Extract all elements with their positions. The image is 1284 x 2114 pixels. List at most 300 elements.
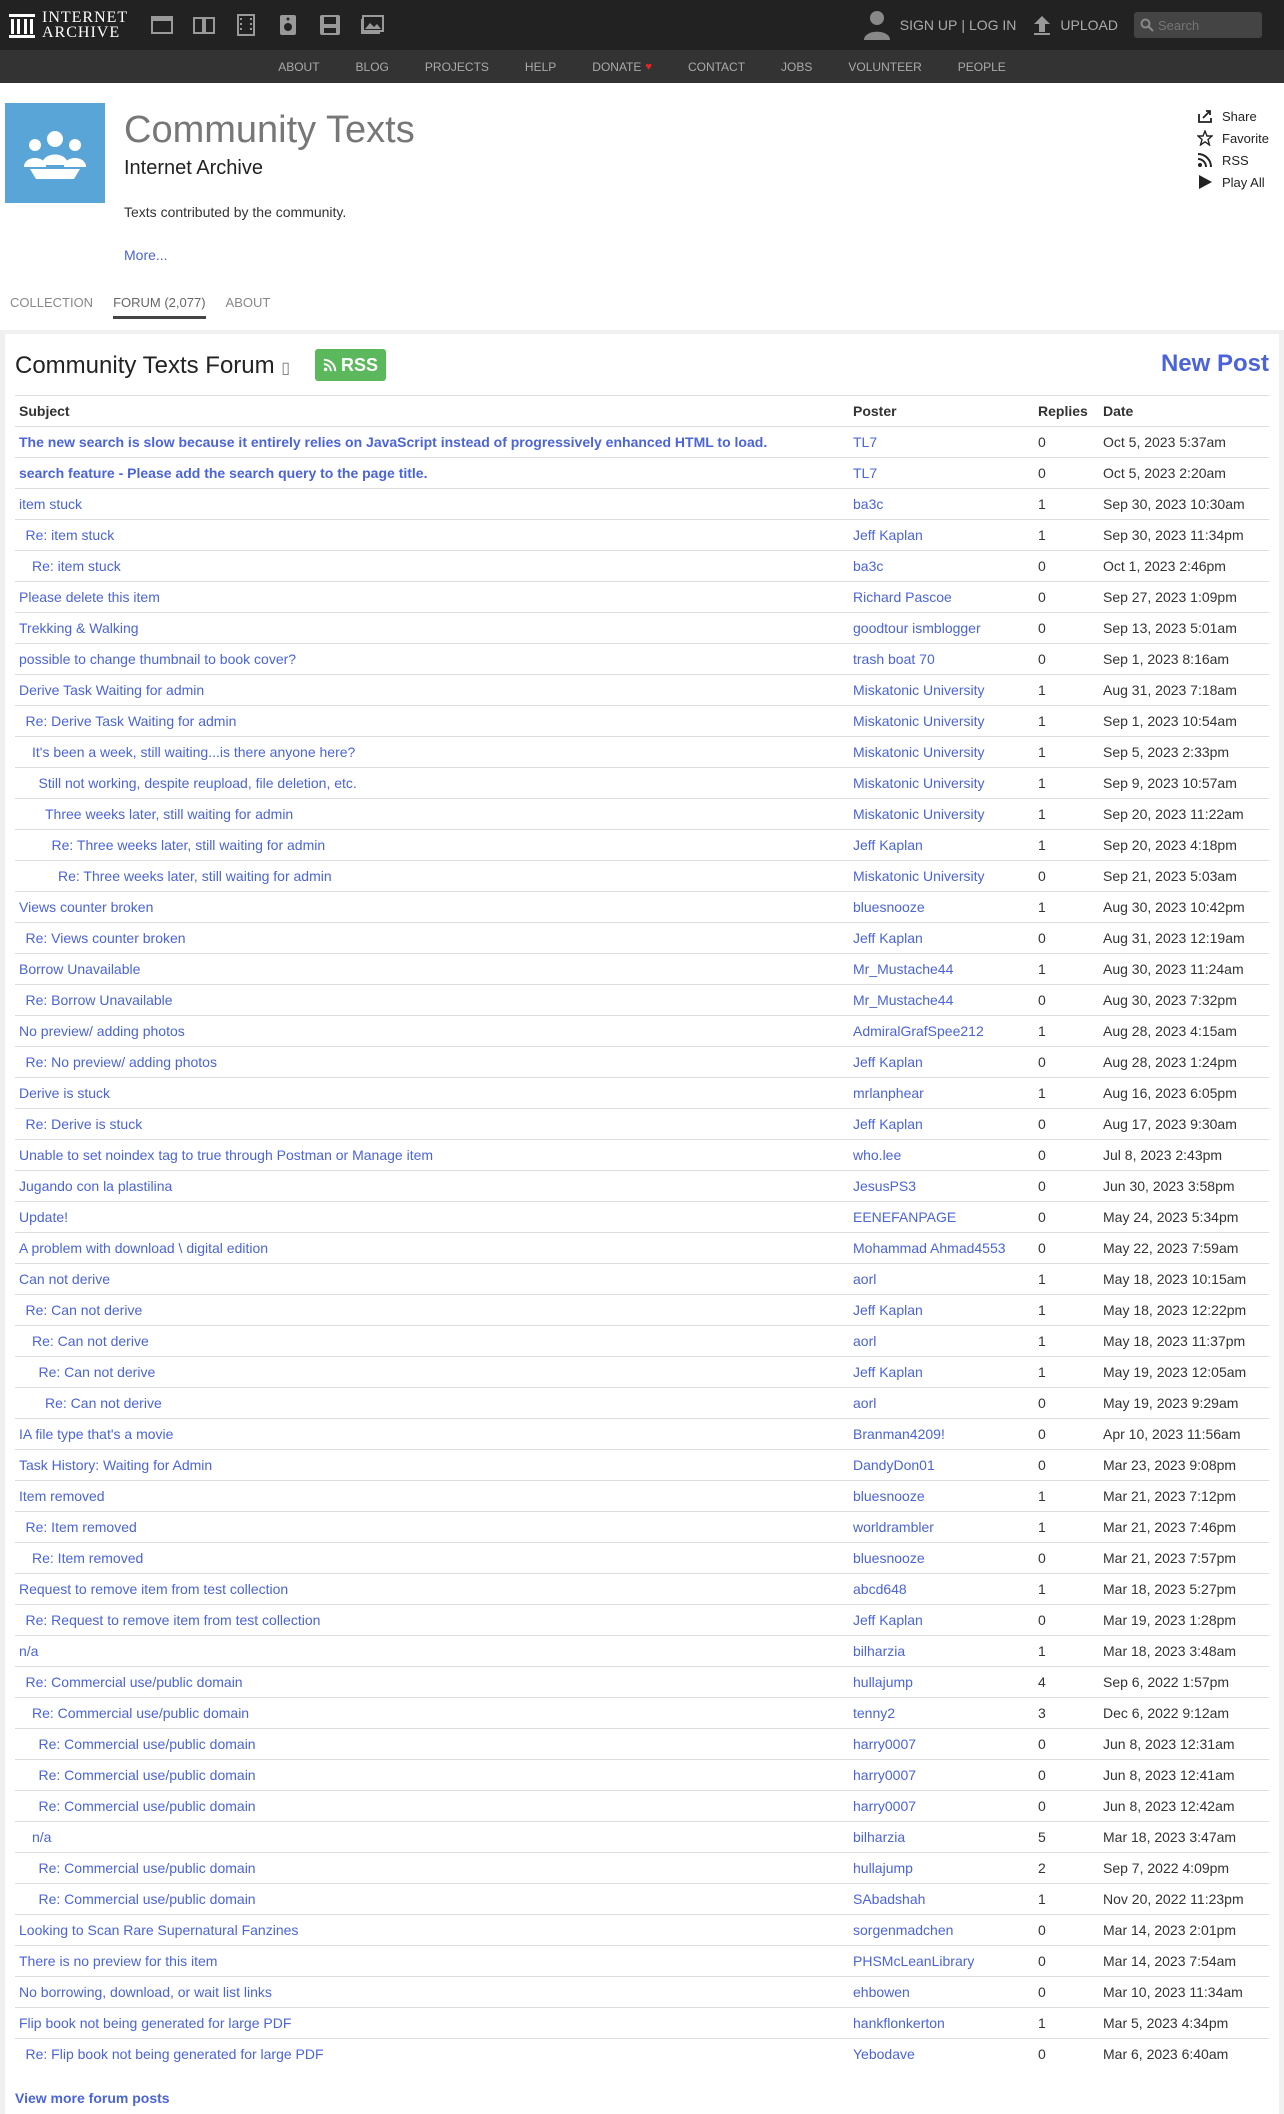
post-subject-link[interactable]: Re: item stuck	[25, 527, 115, 543]
post-poster-cell	[849, 1233, 1034, 1264]
forum-title	[15, 352, 290, 380]
forum-title-glyph: ▯	[281, 360, 291, 377]
post-replies-cell: 3	[1034, 1698, 1099, 1729]
post-poster-link[interactable]: bilharzia	[853, 1643, 906, 1659]
post-date-cell: Aug 17, 2023 9:30am	[1099, 1109, 1269, 1140]
post-date-cell: Mar 21, 2023 7:46pm	[1099, 1512, 1269, 1543]
post-subject-link[interactable]: n/a	[19, 1643, 39, 1659]
post-replies-cell: 0	[1034, 613, 1099, 644]
video-icon[interactable]	[234, 13, 258, 37]
post-subject-link[interactable]: Trekking & Walking	[19, 620, 139, 636]
post-subject-link[interactable]: Still not working, despite reupload, file deletion, etc.	[38, 775, 357, 791]
post-subject-cell	[15, 706, 849, 737]
post-subject-cell	[15, 799, 849, 830]
post-poster-link[interactable]: aorl	[853, 1271, 877, 1287]
tab-forum[interactable]: FORUM (2,077)	[113, 295, 205, 319]
post-poster-link[interactable]: who.lee	[853, 1147, 902, 1163]
nav-blog[interactable]: BLOG	[355, 59, 389, 74]
post-date-cell: Mar 18, 2023 5:27pm	[1099, 1574, 1269, 1605]
log-in-link[interactable]: LOG IN	[968, 17, 1017, 33]
post-subject-cell	[15, 644, 849, 675]
column-header-replies[interactable]: Replies	[1034, 396, 1099, 427]
table-row	[15, 2039, 1269, 2070]
post-poster-link[interactable]: abcd648	[853, 1581, 907, 1597]
nav-volunteer[interactable]: VOLUNTEER	[848, 59, 922, 74]
table-row	[15, 923, 1269, 954]
post-poster-link[interactable]: bluesnooze	[853, 1550, 925, 1566]
table-row	[15, 1605, 1269, 1636]
post-replies-cell: 1	[1034, 706, 1099, 737]
post-date-cell: May 18, 2023 12:22pm	[1099, 1295, 1269, 1326]
nav-projects[interactable]: PROJECTS	[424, 59, 489, 74]
post-replies-cell: 1	[1034, 1295, 1099, 1326]
collection-actions	[1196, 105, 1269, 193]
post-subject-link[interactable]: A problem with download \ digital edition	[19, 1240, 269, 1256]
post-date-cell: Sep 1, 2023 8:16am	[1099, 644, 1269, 675]
post-poster-link[interactable]: Mohammad Ahmad4553	[853, 1240, 1006, 1256]
table-row	[15, 1512, 1269, 1543]
post-poster-cell	[849, 892, 1034, 923]
post-poster-link[interactable]: Richard Pascoe	[853, 589, 952, 605]
post-replies-cell: 0	[1034, 1419, 1099, 1450]
post-subject-link[interactable]: Re: Commercial use/public domain	[38, 1736, 256, 1752]
post-subject-cell	[15, 954, 849, 985]
post-date-cell: May 18, 2023 10:15am	[1099, 1264, 1269, 1295]
post-poster-cell	[849, 520, 1034, 551]
share-icon	[1196, 107, 1214, 125]
post-subject-link[interactable]: IA file type that's a movie	[19, 1426, 174, 1442]
post-poster-link[interactable]: aorl	[853, 1333, 877, 1349]
post-date-cell: Jun 8, 2023 12:41am	[1099, 1760, 1269, 1791]
post-poster-link[interactable]: Mr_Mustache44	[853, 992, 954, 1008]
post-poster-cell	[849, 1791, 1034, 1822]
post-date-cell: Mar 5, 2023 4:34pm	[1099, 2008, 1269, 2039]
post-date-cell: Mar 10, 2023 11:34am	[1099, 1977, 1269, 2008]
post-subject-link[interactable]: item stuck	[19, 496, 83, 512]
post-subject-cell	[15, 1264, 849, 1295]
table-row	[15, 768, 1269, 799]
post-date-cell: Mar 6, 2023 6:40am	[1099, 2039, 1269, 2070]
post-subject-link[interactable]: Re: Commercial use/public domain	[32, 1705, 250, 1721]
post-subject-link[interactable]: It's been a week, still waiting...is there anyone here?	[32, 744, 356, 760]
software-icon[interactable]	[318, 13, 342, 37]
post-subject-cell	[15, 2039, 849, 2070]
post-poster-cell	[849, 1698, 1034, 1729]
post-subject-link[interactable]: Re: Item removed	[32, 1550, 144, 1566]
post-date-cell: May 19, 2023 12:05am	[1099, 1357, 1269, 1388]
post-date-cell: Mar 14, 2023 7:54am	[1099, 1946, 1269, 1977]
post-subject-cell	[15, 1822, 849, 1853]
post-poster-cell	[849, 1884, 1034, 1915]
post-poster-link[interactable]: harry0007	[853, 1798, 917, 1814]
post-replies-cell: 1	[1034, 2008, 1099, 2039]
post-poster-link[interactable]: harry0007	[853, 1767, 917, 1783]
post-subject-cell	[15, 768, 849, 799]
more-link[interactable]: More...	[124, 247, 168, 263]
texts-icon[interactable]	[192, 13, 216, 37]
post-poster-cell	[849, 1140, 1034, 1171]
post-poster-cell	[849, 1016, 1034, 1047]
table-row	[15, 1357, 1269, 1388]
post-poster-link[interactable]: Miskatonic University	[853, 806, 985, 822]
post-poster-cell	[849, 1171, 1034, 1202]
post-poster-link[interactable]: sorgenmadchen	[853, 1922, 954, 1938]
rss-icon	[323, 358, 337, 372]
post-replies-cell: 0	[1034, 1140, 1099, 1171]
post-poster-cell	[849, 427, 1034, 458]
post-subject-link[interactable]: Task History: Waiting for Admin	[19, 1457, 213, 1473]
login-separator: |	[961, 17, 965, 33]
nav-help[interactable]: HELP	[524, 59, 557, 74]
post-subject-link[interactable]: Borrow Unavailable	[19, 961, 141, 977]
post-subject-link[interactable]: Jugando con la plastilina	[19, 1178, 173, 1194]
collection-icon	[5, 103, 105, 203]
top-bar	[0, 0, 1284, 50]
post-subject-link[interactable]: Re: Commercial use/public domain	[25, 1674, 243, 1690]
post-poster-link[interactable]: PHSMcLeanLibrary	[853, 1953, 975, 1969]
post-poster-cell	[849, 613, 1034, 644]
post-poster-link[interactable]: Jeff Kaplan	[853, 1116, 923, 1132]
post-subject-link[interactable]: n/a	[32, 1829, 52, 1845]
user-icon[interactable]	[862, 9, 892, 41]
post-replies-cell: 0	[1034, 1202, 1099, 1233]
post-replies-cell: 0	[1034, 1109, 1099, 1140]
post-poster-link[interactable]: Miskatonic University	[853, 744, 985, 760]
post-date-cell: Aug 28, 2023 1:24pm	[1099, 1047, 1269, 1078]
post-poster-link[interactable]: SAbadshah	[853, 1891, 926, 1907]
table-row	[15, 1760, 1269, 1791]
post-date-cell: Mar 21, 2023 7:57pm	[1099, 1543, 1269, 1574]
post-poster-link[interactable]: hullajump	[853, 1674, 913, 1690]
table-row	[15, 427, 1269, 458]
post-poster-link[interactable]: Jeff Kaplan	[853, 1364, 923, 1380]
post-subject-link[interactable]: No preview/ adding photos	[19, 1023, 185, 1039]
post-poster-link[interactable]: Miskatonic University	[853, 868, 985, 884]
post-subject-link[interactable]: No borrowing, download, or wait list links	[19, 1984, 272, 2000]
post-poster-link[interactable]: ba3c	[853, 558, 884, 574]
post-poster-link[interactable]: EENEFANPAGE	[853, 1209, 957, 1225]
search-box[interactable]	[1134, 12, 1262, 38]
table-row	[15, 1481, 1269, 1512]
post-subject-cell	[15, 489, 849, 520]
post-poster-cell	[849, 954, 1034, 985]
table-row	[15, 892, 1269, 923]
table-row	[15, 1233, 1269, 1264]
post-poster-cell	[849, 985, 1034, 1016]
rss-action[interactable]	[1196, 149, 1269, 171]
column-header-subject[interactable]: Subject	[15, 396, 849, 427]
post-poster-link[interactable]: mrlanphear	[853, 1085, 924, 1101]
nav-jobs[interactable]: JOBS	[781, 59, 813, 74]
post-poster-link[interactable]: trash boat 70	[853, 651, 935, 667]
post-poster-link[interactable]: Jeff Kaplan	[853, 527, 923, 543]
post-subject-cell	[15, 830, 849, 861]
post-subject-cell	[15, 1326, 849, 1357]
table-row	[15, 1729, 1269, 1760]
audio-icon[interactable]	[276, 13, 300, 37]
post-poster-cell	[849, 489, 1034, 520]
post-poster-link[interactable]: Jeff Kaplan	[853, 930, 923, 946]
post-date-cell: Mar 18, 2023 3:47am	[1099, 1822, 1269, 1853]
collection-subtitle: Internet Archive	[124, 157, 263, 179]
post-poster-link[interactable]: Jeff Kaplan	[853, 837, 923, 853]
internet-archive-logo[interactable]	[8, 10, 128, 40]
post-subject-cell	[15, 1791, 849, 1822]
post-poster-link[interactable]: Yebodave	[853, 2046, 915, 2063]
post-poster-cell	[849, 1357, 1034, 1388]
table-row	[15, 1326, 1269, 1357]
post-subject-link[interactable]: Re: Views counter broken	[25, 930, 186, 946]
view-more-posts-link[interactable]: View more forum posts	[15, 2090, 170, 2106]
post-poster-cell	[849, 1605, 1034, 1636]
table-row	[15, 1698, 1269, 1729]
post-date-cell: May 18, 2023 11:37pm	[1099, 1326, 1269, 1357]
post-subject-link[interactable]: Re: Commercial use/public domain	[38, 1860, 256, 1876]
table-row	[15, 1884, 1269, 1915]
post-subject-link[interactable]: Can not derive	[19, 1271, 111, 1287]
post-replies-cell: 0	[1034, 1543, 1099, 1574]
post-date-cell: Sep 30, 2023 10:30am	[1099, 489, 1269, 520]
post-poster-link[interactable]: DandyDon01	[853, 1457, 935, 1473]
post-subject-link[interactable]: Re: Derive Task Waiting for admin	[25, 713, 237, 729]
post-date-cell: Apr 10, 2023 11:56am	[1099, 1419, 1269, 1450]
post-poster-cell	[849, 706, 1034, 737]
post-date-cell: Sep 7, 2022 4:09pm	[1099, 1853, 1269, 1884]
post-subject-cell	[15, 1047, 849, 1078]
table-row	[15, 1388, 1269, 1419]
column-header-date[interactable]: Date	[1099, 396, 1269, 427]
post-subject-link[interactable]: Re: Three weeks later, still waiting for admin	[58, 868, 332, 884]
table-row	[15, 1915, 1269, 1946]
post-date-cell: Sep 20, 2023 11:22am	[1099, 799, 1269, 830]
post-date-cell: Aug 16, 2023 6:05pm	[1099, 1078, 1269, 1109]
post-poster-cell	[849, 1667, 1034, 1698]
post-subject-link[interactable]: Re: Can not derive	[32, 1333, 149, 1349]
post-subject-link[interactable]: Re: Request to remove item from test collection	[25, 1612, 321, 1628]
post-subject-cell	[15, 892, 849, 923]
web-icon[interactable]	[150, 13, 174, 37]
post-subject-link[interactable]: Unable to set noindex tag to true through Postman or Manage item	[19, 1147, 434, 1163]
upload-button[interactable]	[1032, 14, 1118, 36]
play-all-action[interactable]	[1196, 171, 1269, 193]
post-poster-link[interactable]: bilharzia	[853, 1829, 906, 1845]
nav-contact[interactable]: CONTACT	[687, 59, 746, 74]
post-poster-link[interactable]: aorl	[853, 1395, 877, 1411]
rss-label: RSS	[1222, 152, 1249, 168]
post-replies-cell: 1	[1034, 768, 1099, 799]
post-poster-link[interactable]: bluesnooze	[853, 899, 925, 915]
post-subject-link[interactable]: Views counter broken	[19, 899, 154, 915]
post-subject-link[interactable]: The new search is slow because it entirely relies on JavaScript instead of progressively enhanced HTML to load.	[19, 434, 768, 450]
images-icon[interactable]	[360, 13, 384, 37]
collection-header	[0, 83, 1284, 330]
post-poster-cell	[849, 2039, 1034, 2070]
post-poster-link[interactable]: TL7	[853, 465, 878, 481]
post-subject-link[interactable]: Re: Three weeks later, still waiting for admin	[51, 837, 326, 853]
post-subject-link[interactable]: search feature - Please add the search query to the page title.	[19, 465, 428, 481]
post-poster-link[interactable]: Miskatonic University	[853, 775, 985, 791]
post-subject-link[interactable]: Re: Item removed	[25, 1519, 137, 1535]
tab-about[interactable]: ABOUT	[225, 295, 271, 310]
post-replies-cell: 0	[1034, 551, 1099, 582]
post-poster-link[interactable]: worldrambler	[853, 1519, 934, 1535]
post-replies-cell: 1	[1034, 1636, 1099, 1667]
post-date-cell: Aug 30, 2023 10:42pm	[1099, 892, 1269, 923]
table-row	[15, 985, 1269, 1016]
post-poster-link[interactable]: goodtour ismblogger	[853, 620, 981, 636]
post-subject-link[interactable]: Re: Can not derive	[45, 1395, 162, 1411]
post-date-cell: Sep 30, 2023 11:34pm	[1099, 520, 1269, 551]
post-subject-cell	[15, 1357, 849, 1388]
community-people-icon	[20, 125, 90, 181]
post-poster-cell	[849, 1729, 1034, 1760]
post-poster-cell	[849, 1946, 1034, 1977]
post-subject-link[interactable]: Re: Can not derive	[38, 1364, 156, 1380]
post-subject-cell	[15, 613, 849, 644]
post-date-cell: Sep 6, 2022 1:57pm	[1099, 1667, 1269, 1698]
post-poster-link[interactable]: Jeff Kaplan	[853, 1054, 923, 1070]
post-replies-cell: 0	[1034, 1605, 1099, 1636]
post-replies-cell: 1	[1034, 1326, 1099, 1357]
post-subject-cell	[15, 458, 849, 489]
post-date-cell: Nov 20, 2022 11:23pm	[1099, 1884, 1269, 1915]
collection-tabs	[10, 295, 290, 319]
post-subject-link[interactable]: Derive Task Waiting for admin	[19, 682, 205, 698]
post-subject-link[interactable]: Re: Commercial use/public domain	[38, 1767, 256, 1783]
rss-icon	[1196, 151, 1214, 169]
post-subject-cell	[15, 1481, 849, 1512]
post-subject-link[interactable]: Re: No preview/ adding photos	[25, 1054, 217, 1070]
post-poster-link[interactable]: hullajump	[853, 1860, 913, 1876]
post-poster-link[interactable]: Miskatonic University	[853, 713, 985, 729]
post-poster-cell	[849, 1853, 1034, 1884]
tab-collection[interactable]: COLLECTION	[10, 295, 94, 310]
post-poster-cell	[849, 1822, 1034, 1853]
post-subject-link[interactable]: There is no preview for this item	[19, 1953, 218, 1969]
post-subject-link[interactable]: Please delete this item	[19, 589, 160, 605]
post-subject-link[interactable]: Looking to Scan Rare Supernatural Fanzines	[19, 1922, 299, 1938]
post-date-cell: Aug 31, 2023 12:19am	[1099, 923, 1269, 954]
post-date-cell: Mar 21, 2023 7:12pm	[1099, 1481, 1269, 1512]
post-replies-cell: 0	[1034, 1233, 1099, 1264]
post-date-cell: Aug 30, 2023 7:32pm	[1099, 985, 1269, 1016]
post-poster-cell	[849, 1450, 1034, 1481]
post-subject-link[interactable]: Derive is stuck	[19, 1085, 111, 1101]
search-input[interactable]	[1158, 18, 1254, 33]
post-subject-cell	[15, 1853, 849, 1884]
post-poster-link[interactable]: Mr_Mustache44	[853, 961, 954, 977]
post-subject-link[interactable]: Re: Derive is stuck	[25, 1116, 143, 1132]
post-replies-cell: 0	[1034, 1946, 1099, 1977]
nav-about[interactable]: ABOUT	[278, 59, 320, 74]
post-subject-link[interactable]: Three weeks later, still waiting for admin	[45, 806, 294, 822]
post-date-cell: Jun 8, 2023 12:31am	[1099, 1729, 1269, 1760]
post-subject-link[interactable]: Re: Commercial use/public domain	[38, 1798, 256, 1814]
post-poster-link[interactable]: ba3c	[853, 496, 884, 512]
post-date-cell: Sep 5, 2023 2:33pm	[1099, 737, 1269, 768]
post-poster-link[interactable]: Jeff Kaplan	[853, 1302, 923, 1318]
post-poster-cell	[849, 551, 1034, 582]
nav-donate[interactable]	[592, 60, 652, 74]
sign-up-link[interactable]: SIGN UP	[899, 17, 958, 33]
table-row	[15, 1946, 1269, 1977]
post-poster-cell	[849, 458, 1034, 489]
post-subject-link[interactable]: Item removed	[19, 1488, 105, 1504]
post-date-cell: Aug 31, 2023 7:18am	[1099, 675, 1269, 706]
post-subject-link[interactable]: Re: Commercial use/public domain	[38, 1891, 256, 1907]
post-poster-link[interactable]: Miskatonic University	[853, 682, 985, 698]
post-subject-cell	[15, 427, 849, 458]
play-icon	[1196, 173, 1214, 191]
logo-text	[42, 10, 128, 40]
post-poster-cell	[849, 1977, 1034, 2008]
post-replies-cell: 1	[1034, 1884, 1099, 1915]
post-subject-link[interactable]: Update!	[19, 1209, 69, 1225]
post-poster-cell	[849, 1512, 1034, 1543]
post-replies-cell: 0	[1034, 644, 1099, 675]
post-date-cell: May 24, 2023 5:34pm	[1099, 1202, 1269, 1233]
post-replies-cell: 0	[1034, 1760, 1099, 1791]
nav-people[interactable]: PEOPLE	[957, 59, 1006, 74]
table-row	[15, 1171, 1269, 1202]
forum-rss-button[interactable]	[315, 349, 386, 381]
post-poster-link[interactable]: JesusPS3	[853, 1178, 917, 1194]
post-poster-link[interactable]: Branman4209!	[853, 1426, 945, 1442]
post-subject-link[interactable]: Request to remove item from test collection	[19, 1581, 289, 1597]
favorite-action[interactable]	[1196, 127, 1269, 149]
post-poster-cell	[849, 830, 1034, 861]
post-replies-cell: 4	[1034, 1667, 1099, 1698]
post-subject-link[interactable]: Flip book not being generated for large PDF	[19, 2015, 292, 2031]
column-header-poster[interactable]: Poster	[849, 396, 1034, 427]
nav-bar	[0, 50, 1284, 83]
post-replies-cell: 1	[1034, 1357, 1099, 1388]
post-date-cell: Aug 28, 2023 4:15am	[1099, 1016, 1269, 1047]
post-poster-link[interactable]: ehbowen	[853, 1984, 910, 2000]
post-date-cell: Sep 21, 2023 5:03am	[1099, 861, 1269, 892]
post-subject-cell	[15, 1636, 849, 1667]
post-poster-link[interactable]: TL7	[853, 434, 878, 450]
post-replies-cell: 0	[1034, 923, 1099, 954]
post-subject-link[interactable]: Re: item stuck	[32, 558, 121, 574]
favorite-label: Favorite	[1222, 130, 1269, 146]
post-subject-link[interactable]: Re: Can not derive	[25, 1302, 143, 1318]
post-subject-link[interactable]: Re: Flip book not being generated for large PDF	[25, 2046, 324, 2063]
post-replies-cell: 1	[1034, 799, 1099, 830]
post-poster-cell	[849, 768, 1034, 799]
post-poster-link[interactable]: Jeff Kaplan	[853, 1612, 923, 1628]
post-poster-link[interactable]: hankflonkerton	[853, 2015, 945, 2031]
post-subject-cell	[15, 1946, 849, 1977]
post-subject-cell	[15, 1977, 849, 2008]
post-poster-link[interactable]: tenny2	[853, 1705, 896, 1721]
table-row	[15, 830, 1269, 861]
post-replies-cell: 0	[1034, 1915, 1099, 1946]
post-subject-cell	[15, 520, 849, 551]
post-poster-link[interactable]: AdmiralGrafSpee212	[853, 1023, 984, 1039]
post-subject-cell	[15, 551, 849, 582]
post-subject-link[interactable]: possible to change thumbnail to book cover?	[19, 651, 297, 667]
post-poster-link[interactable]: harry0007	[853, 1736, 917, 1752]
post-poster-link[interactable]: bluesnooze	[853, 1488, 925, 1504]
share-action[interactable]	[1196, 105, 1269, 127]
post-subject-link[interactable]: Re: Borrow Unavailable	[25, 992, 173, 1008]
post-date-cell: Mar 23, 2023 9:08pm	[1099, 1450, 1269, 1481]
new-post-button[interactable]: New Post	[1160, 350, 1269, 377]
collection-title: Community Texts	[124, 109, 415, 151]
table-row	[15, 1791, 1269, 1822]
post-replies-cell: 0	[1034, 1977, 1099, 2008]
